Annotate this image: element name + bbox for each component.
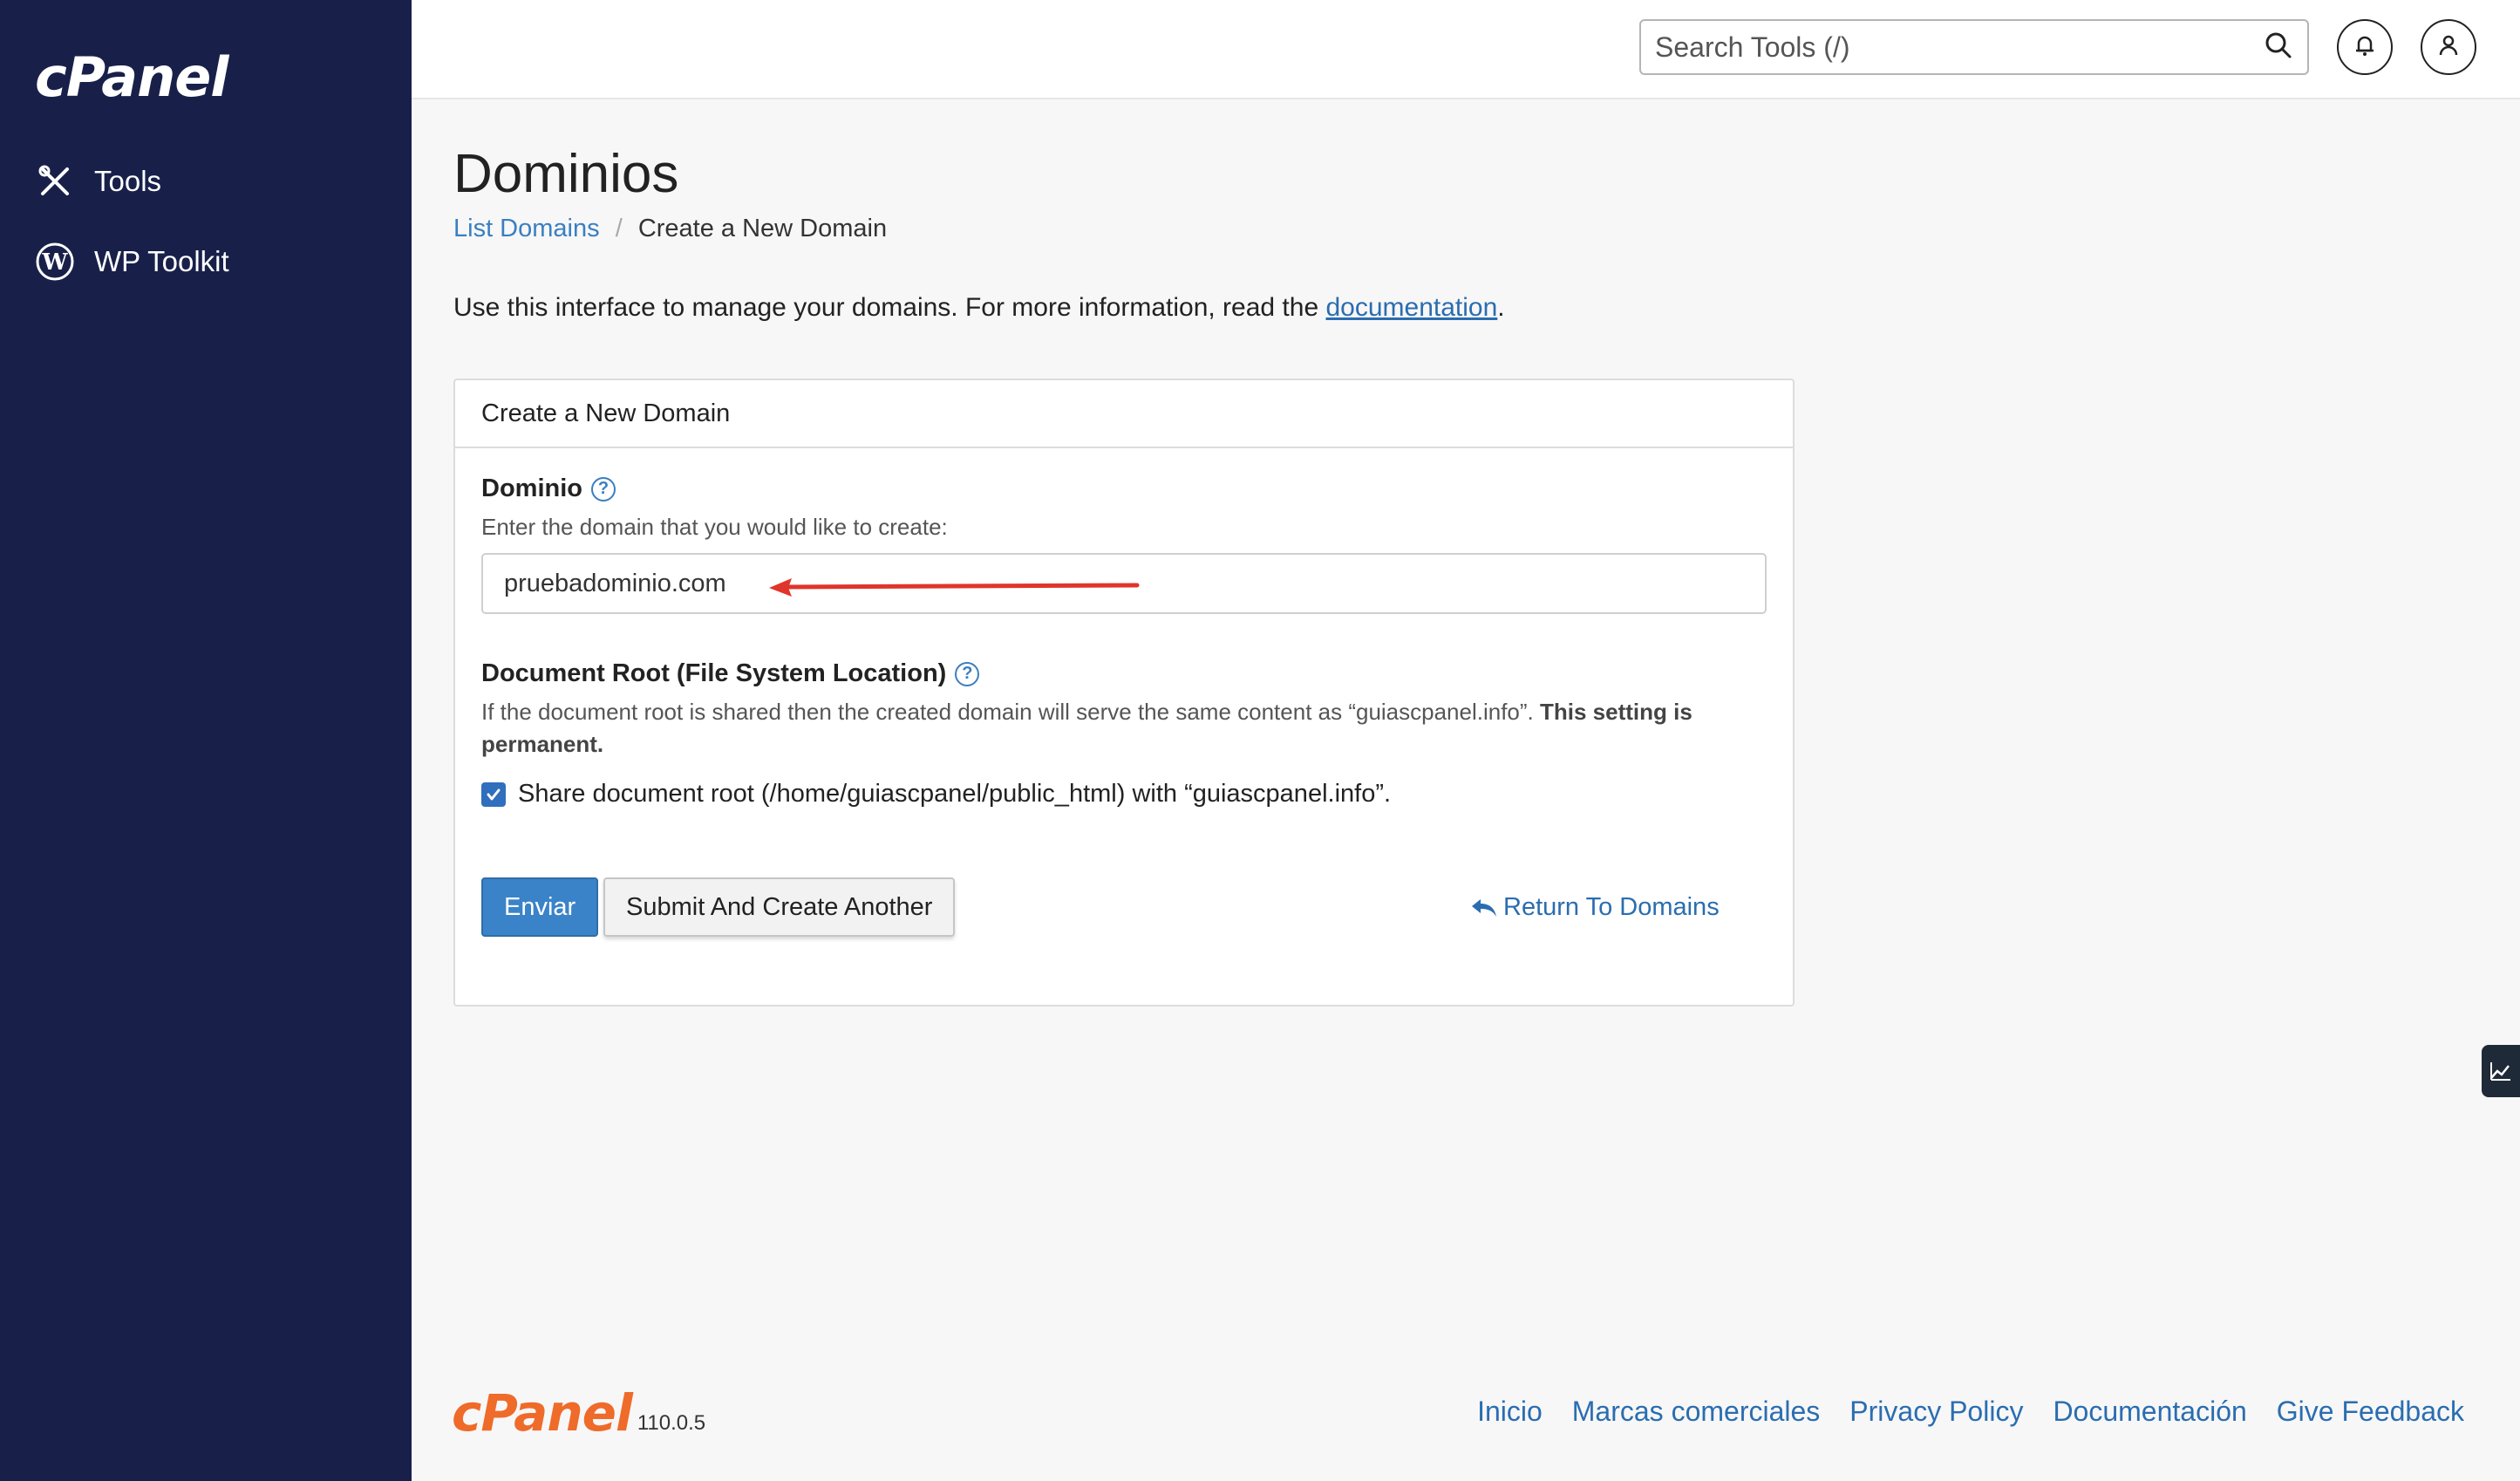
footer-link-inicio[interactable]: Inicio <box>1477 1396 1543 1427</box>
return-to-domains-link[interactable] <box>1470 893 1720 922</box>
sidebar-item-label: WP Toolkit <box>94 245 229 277</box>
footer-links <box>1477 1396 2464 1428</box>
search-box <box>1639 19 2309 75</box>
breadcrumb <box>453 215 887 243</box>
domain-label <box>481 474 616 503</box>
reply-arrow-icon <box>1470 896 1498 920</box>
footer-link-documentation[interactable]: Documentación <box>2053 1396 2247 1427</box>
submit-button[interactable]: Enviar <box>481 877 598 937</box>
svg-text:W: W <box>42 249 68 276</box>
search-icon[interactable] <box>2264 31 2293 65</box>
user-icon <box>2435 32 2462 63</box>
page-title: Dominios <box>453 144 679 204</box>
analytics-side-tab[interactable] <box>2482 1045 2520 1097</box>
notifications-button[interactable] <box>2337 19 2393 75</box>
footer-cpanel-logo[interactable]: cPanel <box>452 1383 632 1443</box>
share-docroot-label: Share document root (/home/guiascpanel/public_html) with “guiascpanel.info”. <box>518 780 1392 808</box>
cpanel-logo[interactable]: cPanel <box>35 45 228 109</box>
chart-icon <box>2489 1061 2512 1082</box>
document-root-label-text: Document Root (File System Location) <box>481 659 947 687</box>
return-to-domains-label: Return To Domains <box>1503 893 1720 921</box>
check-icon <box>485 786 502 803</box>
sidebar-item-label: Tools <box>94 165 162 197</box>
top-bar <box>412 0 2520 99</box>
document-root-hint <box>481 696 1772 761</box>
domain-hint: Enter the domain that you would like to create: <box>481 514 948 540</box>
create-domain-panel <box>453 379 1795 1007</box>
submit-and-create-another-button[interactable]: Submit And Create Another <box>603 877 955 937</box>
panel-heading: Create a New Domain <box>455 380 1793 448</box>
footer-logo <box>452 1383 705 1443</box>
sidebar-item-wp-toolkit[interactable] <box>35 235 229 288</box>
user-menu-button[interactable] <box>2421 19 2476 75</box>
help-icon[interactable]: ? <box>591 477 616 502</box>
version-label: 110.0.5 <box>637 1411 706 1435</box>
bell-icon <box>2352 32 2378 63</box>
document-root-label <box>481 659 979 688</box>
footer-link-trademarks[interactable]: Marcas comerciales <box>1571 1396 1821 1427</box>
documentation-link[interactable]: documentation <box>1325 293 1498 322</box>
sidebar-item-tools[interactable] <box>35 155 161 208</box>
intro-text-body: Use this interface to manage your domains. For more information, read the <box>453 293 1326 322</box>
footer-link-privacy[interactable]: Privacy Policy <box>1849 1396 2024 1427</box>
breadcrumb-separator: / <box>615 215 623 242</box>
sidebar <box>0 0 412 1481</box>
wordpress-icon <box>35 242 75 282</box>
annotation-arrow <box>769 574 1144 600</box>
intro-text <box>453 293 1505 323</box>
footer-link-feedback[interactable]: Give Feedback <box>2276 1396 2464 1427</box>
share-docroot-row <box>481 780 1391 809</box>
breadcrumb-current: Create a New Domain <box>637 215 888 242</box>
breadcrumb-list-domains[interactable]: List Domains <box>453 215 600 242</box>
share-docroot-checkbox[interactable] <box>481 782 506 807</box>
help-icon[interactable]: ? <box>955 662 979 686</box>
domain-label-text: Dominio <box>481 474 582 502</box>
main-content <box>412 99 2520 1481</box>
tools-icon <box>35 161 75 201</box>
document-root-hint-warning: This setting is permanent. <box>481 699 1692 757</box>
intro-text-end: . <box>1497 293 1505 322</box>
document-root-hint-text: If the document root is shared then the created domain will serve the same content as “guiascpanel.info”. <box>481 699 1541 725</box>
search-input[interactable] <box>1655 31 2264 64</box>
